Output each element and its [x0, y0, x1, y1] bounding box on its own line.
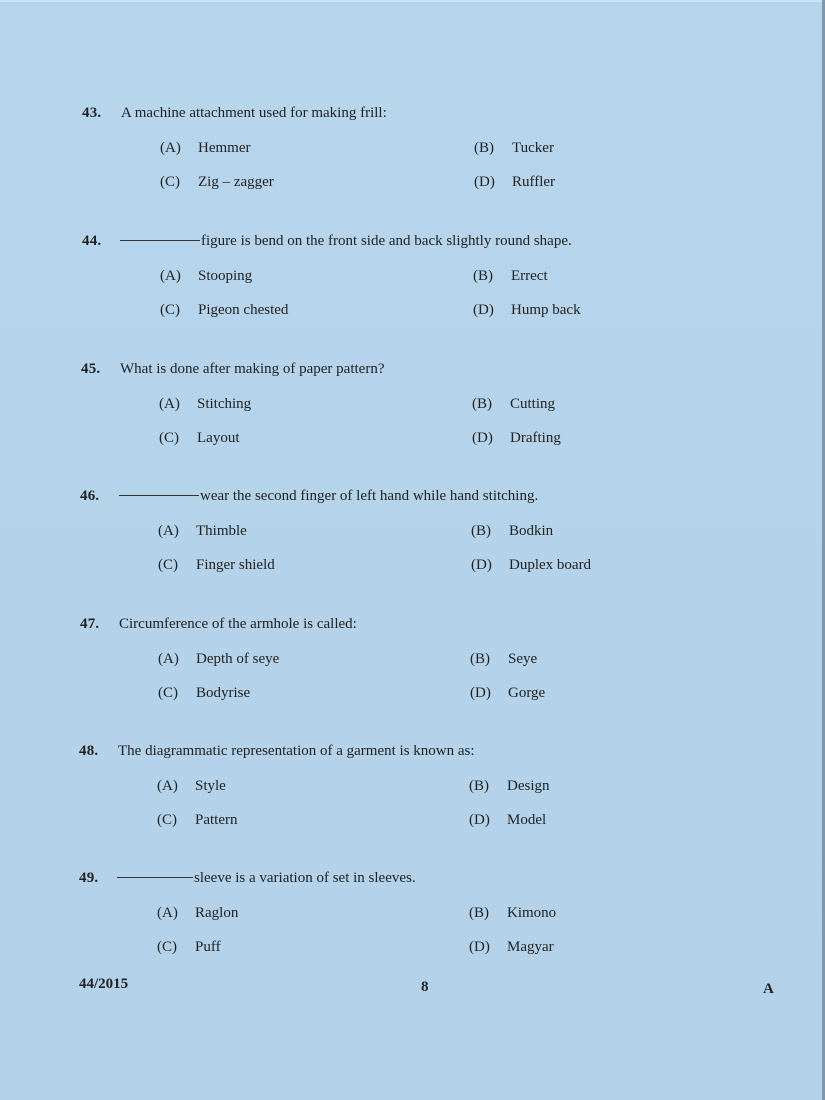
option-c	[158, 557, 275, 574]
option-d	[472, 430, 561, 447]
option-letter: (B)	[474, 140, 494, 156]
option-text: Tucker	[512, 140, 554, 156]
option-letter: (A)	[157, 778, 178, 794]
option-letter: (C)	[158, 685, 178, 701]
option-text: Errect	[511, 268, 548, 284]
option-b	[469, 778, 550, 795]
option-letter: (D)	[471, 557, 492, 573]
option-text: Pattern	[195, 812, 238, 828]
option-c	[160, 174, 274, 191]
option-c	[158, 685, 250, 702]
option-text: Finger shield	[196, 557, 275, 573]
question-text	[120, 233, 572, 250]
option-text: Bodkin	[509, 523, 554, 539]
option-text: Thimble	[196, 523, 247, 539]
option-a	[157, 778, 226, 795]
question-48	[0, 743, 825, 863]
option-letter: (C)	[157, 812, 177, 828]
question-text-body: wear the second finger of left hand while hand stitching.	[200, 488, 539, 504]
answer-blank	[119, 495, 199, 496]
option-letter: (B)	[473, 268, 493, 284]
question-text: Circumference of the armhole is called:	[119, 616, 357, 632]
option-letter: (D)	[469, 939, 490, 955]
question-number: 43.	[82, 105, 102, 121]
option-d	[474, 174, 555, 191]
option-text: Hump back	[511, 302, 581, 318]
option-text: Stitching	[197, 396, 252, 412]
option-b	[473, 268, 548, 285]
option-letter: (A)	[160, 140, 181, 156]
option-letter: (B)	[472, 396, 492, 412]
option-text: Depth of seye	[196, 651, 280, 667]
option-text: Cutting	[510, 396, 556, 412]
option-letter: (D)	[472, 430, 493, 446]
option-d	[471, 557, 591, 574]
question-number: 44.	[82, 233, 102, 249]
answer-blank	[120, 240, 200, 241]
option-letter: (A)	[159, 396, 180, 412]
page-number: 8	[421, 979, 429, 995]
option-letter: (B)	[471, 523, 491, 539]
option-letter: (C)	[160, 174, 180, 190]
option-text: Duplex board	[509, 557, 592, 573]
option-letter: (A)	[160, 268, 181, 284]
option-letter: (A)	[158, 523, 179, 539]
option-letter: (D)	[474, 174, 495, 190]
option-text: Drafting	[510, 430, 561, 446]
option-d	[469, 939, 554, 956]
option-text: Model	[507, 812, 547, 828]
exam-code: 44/2015	[79, 976, 129, 992]
option-b	[474, 140, 554, 157]
option-c	[159, 430, 240, 447]
question-text-body: sleeve is a variation of set in sleeves.	[194, 870, 416, 886]
option-text: Zig – zagger	[198, 174, 274, 190]
option-letter: (D)	[473, 302, 494, 318]
question-number: 49.	[79, 870, 99, 886]
option-b	[469, 905, 556, 922]
option-d	[469, 812, 546, 829]
option-letter: (B)	[470, 651, 490, 667]
option-letter: (B)	[469, 778, 489, 794]
question-44	[0, 233, 825, 353]
option-letter: (D)	[470, 685, 491, 701]
option-text: Stooping	[198, 268, 253, 284]
question-number: 45.	[81, 361, 101, 377]
option-letter: (A)	[157, 905, 178, 921]
question-number: 48.	[79, 743, 99, 759]
option-letter: (B)	[469, 905, 489, 921]
question-text: What is done after making of paper pattern?	[120, 361, 385, 377]
option-a	[159, 396, 251, 413]
option-a	[160, 140, 250, 157]
question-49	[0, 870, 825, 990]
option-b	[471, 523, 553, 540]
question-text: The diagrammatic representation of a garment is known as:	[118, 743, 475, 759]
option-text: Seye	[508, 651, 538, 667]
option-d	[470, 685, 545, 702]
option-letter: (C)	[160, 302, 180, 318]
option-text: Style	[195, 778, 226, 794]
question-text	[117, 870, 416, 887]
option-text: Layout	[197, 430, 240, 446]
option-text: Ruffler	[512, 174, 556, 190]
option-text: Hemmer	[198, 140, 251, 156]
option-text: Gorge	[508, 685, 546, 701]
option-a	[158, 523, 247, 540]
question-45	[0, 361, 825, 481]
option-d	[473, 302, 581, 319]
question-number: 47.	[80, 616, 100, 632]
option-b	[472, 396, 555, 413]
option-text: Puff	[195, 939, 221, 955]
option-c	[160, 302, 288, 319]
question-43	[0, 105, 825, 225]
question-46	[0, 488, 825, 608]
question-text	[119, 488, 538, 505]
option-a	[158, 651, 279, 668]
option-b	[470, 651, 537, 668]
option-letter: (C)	[159, 430, 179, 446]
option-text: Design	[507, 778, 550, 794]
option-text: Pigeon chested	[198, 302, 289, 318]
option-a	[160, 268, 252, 285]
question-47	[0, 616, 825, 736]
answer-blank	[117, 877, 193, 878]
option-text: Magyar	[507, 939, 554, 955]
question-text-body: figure is bend on the front side and back slightly round shape.	[201, 233, 572, 249]
option-letter: (A)	[158, 651, 179, 667]
option-letter: (D)	[469, 812, 490, 828]
option-text: Bodyrise	[196, 685, 251, 701]
option-c	[157, 812, 238, 829]
option-letter: (C)	[157, 939, 177, 955]
option-text: Kimono	[507, 905, 557, 921]
series-letter: A	[763, 981, 774, 997]
option-letter: (C)	[158, 557, 178, 573]
question-text: A machine attachment used for making frill:	[121, 105, 387, 121]
option-c	[157, 939, 221, 956]
question-number: 46.	[80, 488, 100, 504]
option-a	[157, 905, 238, 922]
option-text: Raglon	[195, 905, 239, 921]
